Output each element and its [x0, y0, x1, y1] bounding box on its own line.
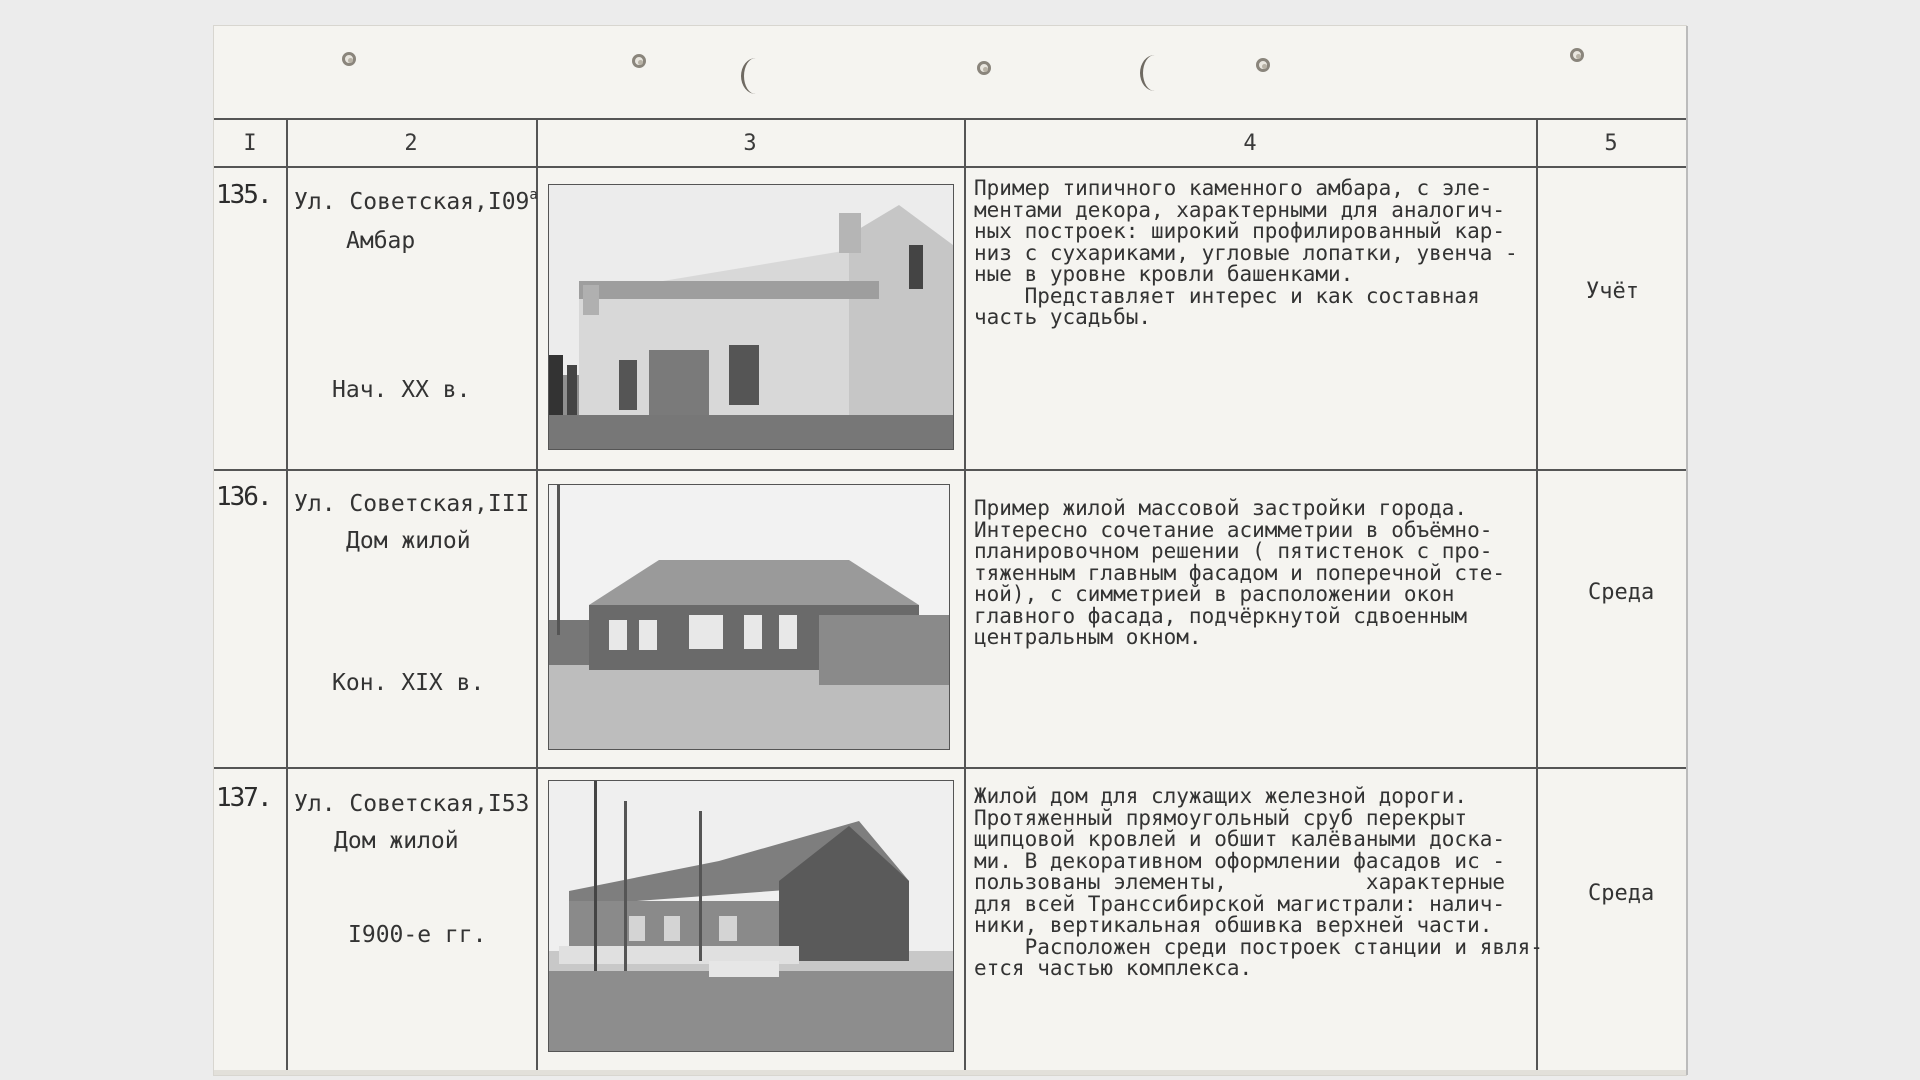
address-text: Ул. Советская,I53	[294, 791, 530, 817]
row-date: Кон. XIX в.	[332, 670, 485, 696]
row-type: Дом жилой	[346, 528, 471, 554]
row-number: 137.	[216, 783, 271, 813]
row-category: Среда	[1588, 881, 1655, 906]
catalog-sheet	[214, 26, 1686, 1075]
row-category: Учёт	[1586, 279, 1639, 304]
column-header-3: 3	[743, 130, 757, 156]
railway-house-photo	[548, 780, 954, 1052]
row-address	[294, 184, 538, 213]
column-header-4: 4	[1243, 130, 1257, 156]
row-category: Среда	[1588, 580, 1655, 605]
scan-edge	[214, 1070, 1686, 1075]
row-address	[294, 786, 529, 815]
row-date: I900-е гг.	[348, 922, 487, 948]
row-description: Пример типичного каменного амбара, с эле- ментами декора, характерными для аналогич- ных построек: широкий профилированный кар- низ с сухариками, угловые лопатки, увенча - ные в уровне кровли башенками. Представляет интерес и как составная часть усадьбы.	[974, 176, 1518, 329]
address-superscript: а	[529, 187, 538, 203]
address-text: Ул. Советская,I09	[294, 189, 530, 215]
row-date: Нач. XX в.	[332, 377, 471, 403]
address-text: Ул. Советская,III	[294, 491, 530, 517]
row-type: Амбар	[346, 228, 416, 254]
row-address	[294, 486, 529, 515]
column-header-5: 5	[1604, 130, 1618, 156]
row-number: 136.	[216, 482, 271, 512]
row-type: Дом жилой	[334, 828, 459, 854]
column-header-1: I	[243, 130, 257, 156]
row-description: Пример жилой массовой застройки города. Интересно сочетание асимметрии в объёмно- планировочном решении ( пятистенок с про- тяженным главным фасадом и поперечной сте- ной), с симметрией в расположении окон главного фасада, подчёркнутой сдвоенным центральным окном.	[974, 496, 1506, 649]
wooden-house-photo	[548, 484, 950, 750]
stone-barn-photo	[548, 184, 954, 450]
column-header-2: 2	[404, 130, 418, 156]
row-number: 135.	[216, 180, 271, 210]
row-description: Жилой дом для служащих железной дороги. Протяженный прямоугольный сруб перекрыт щипцовой кровлей и обшит калёваными доска- ми. В декоративном оформлении фасадов ис - пользованы элементы, характерные для всей Транссибирской магистрали: налич- ники, вертикальная обшивка верхней части. Расположен среди построек станции и явля- ется частью комплекса.	[974, 784, 1543, 980]
